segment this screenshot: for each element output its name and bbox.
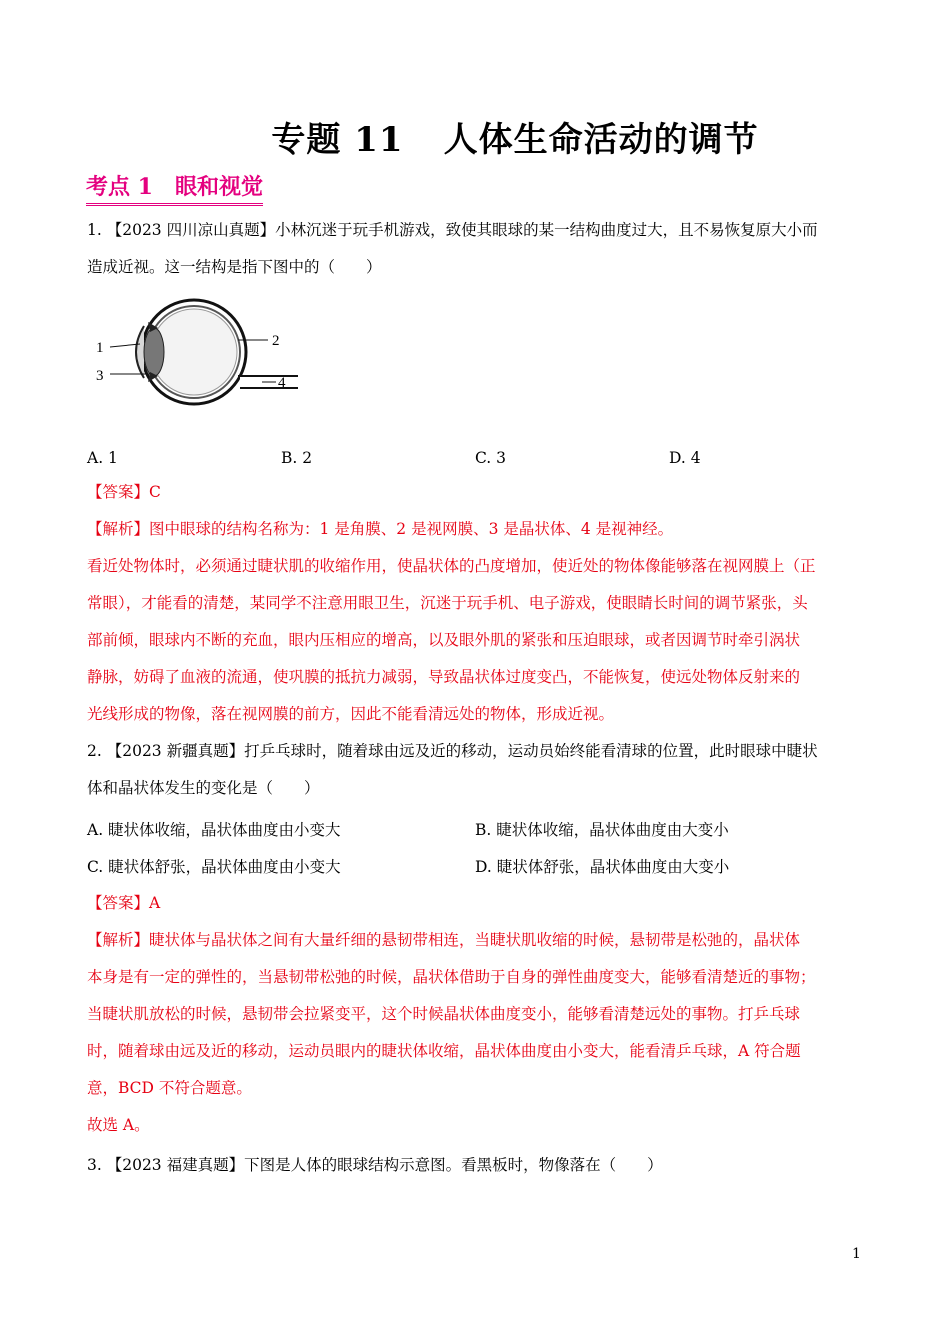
q2-analysis-line1: 【解析】睫状体与晶状体之间有大量纤细的悬韧带相连，当睫状肌收缩的时候，悬韧带是松弛的，晶状体	[87, 931, 801, 949]
q2-analysis-line3: 当睫状肌放松的时候，悬韧带会拉紧变平，这个时候晶状体曲度变小，能够看清楚远处的事物。打乒乓球	[87, 1005, 801, 1023]
page-title	[0, 112, 950, 161]
q1-option-b: B. 2	[281, 449, 313, 467]
q2-option-d: D. 睫状体舒张，晶状体曲度由大变小	[475, 858, 730, 876]
q2-answer: 【答案】A	[87, 894, 161, 912]
eye-label-1: 1	[96, 340, 104, 356]
q1-analysis	[87, 511, 865, 733]
q1-stem	[87, 212, 865, 286]
q1-option-d: D. 4	[669, 449, 701, 467]
q1-stem-line1: 1. 【2023 四川凉山真题】小林沉迷于玩手机游戏，致使其眼球的某一结构曲度过大，且不易恢复原大小而	[87, 221, 818, 239]
section-heading: 考点 1 眼和视觉	[86, 172, 263, 206]
q2-stem-line2: 体和晶状体发生的变化是（ ）	[87, 779, 320, 797]
q1-analysis-line2: 看近处物体时，必须通过睫状肌的收缩作用，使晶状体的凸度增加，使近处的物体像能够落在视网膜上（正	[87, 557, 816, 575]
q2-option-c: C. 睫状体舒张，晶状体曲度由小变大	[87, 858, 341, 876]
q1-option-c: C. 3	[475, 449, 507, 467]
eyeball-diagram	[92, 292, 302, 412]
q2-analysis-line2: 本身是有一定的弹性的，当悬韧带松弛的时候，晶状体借助于自身的弹性曲度变大，能够看清楚近的事物；	[87, 968, 816, 986]
q2-analysis	[87, 922, 865, 1144]
q1-analysis-line4: 部前倾，眼球内不断的充血，眼内压相应的增高，以及眼外肌的紧张和压迫眼球，或者因调节时牵引涡状	[87, 631, 801, 649]
q1-analysis-line5: 静脉，妨碍了血液的流通，使巩膜的抵抗力减弱，导致晶状体过度变凸，不能恢复，使远处物体反射来的	[87, 668, 801, 686]
eye-label-3: 3	[96, 368, 104, 384]
q2-option-b: B. 睫状体收缩，晶状体曲度由大变小	[475, 821, 729, 839]
q2-option-a: A. 睫状体收缩，晶状体曲度由小变大	[87, 821, 341, 839]
eye-label-4: 4	[278, 375, 286, 391]
q2-analysis-line5: 意，BCD 不符合题意。	[87, 1079, 252, 1097]
q2-stem-line1: 2. 【2023 新疆真题】打乒乓球时，随着球由远及近的移动，运动员始终能看清球的位置，此时眼球中睫状	[87, 742, 818, 760]
q2-analysis-line4: 时，随着球由远及近的移动，运动员眼内的睫状体收缩，晶状体曲度由小变大，能看清乒乓球，A 符合题	[87, 1042, 801, 1060]
q2-stem	[87, 733, 865, 807]
q1-answer: 【答案】C	[87, 483, 161, 501]
q1-option-a: A. 1	[87, 449, 118, 467]
q1-analysis-line6: 光线形成的物像，落在视网膜的前方，因此不能看清远处的物体，形成近视。	[87, 705, 615, 723]
page-number: 1	[852, 1246, 861, 1262]
q1-analysis-line3: 常眼），才能看的清楚，某同学不注意用眼卫生，沉迷于玩手机、电子游戏，使眼睛长时间的调节紧张，头	[87, 594, 808, 612]
q1-analysis-line1: 【解析】图中眼球的结构名称为：1 是角膜、2 是视网膜、3 是晶状体、4 是视神经。	[87, 520, 674, 538]
q3-stem: 3. 【2023 福建真题】下图是人体的眼球结构示意图。看黑板时，物像落在（ ）	[87, 1156, 663, 1174]
q2-conclusion: 故选 A。	[87, 1116, 150, 1134]
title-number: 专题 11	[271, 120, 404, 160]
eye-label-2: 2	[272, 333, 280, 349]
title-text: 人体生命活动的调节	[443, 120, 759, 160]
q1-stem-line2: 造成近视。这一结构是指下图中的（ ）	[87, 258, 382, 276]
